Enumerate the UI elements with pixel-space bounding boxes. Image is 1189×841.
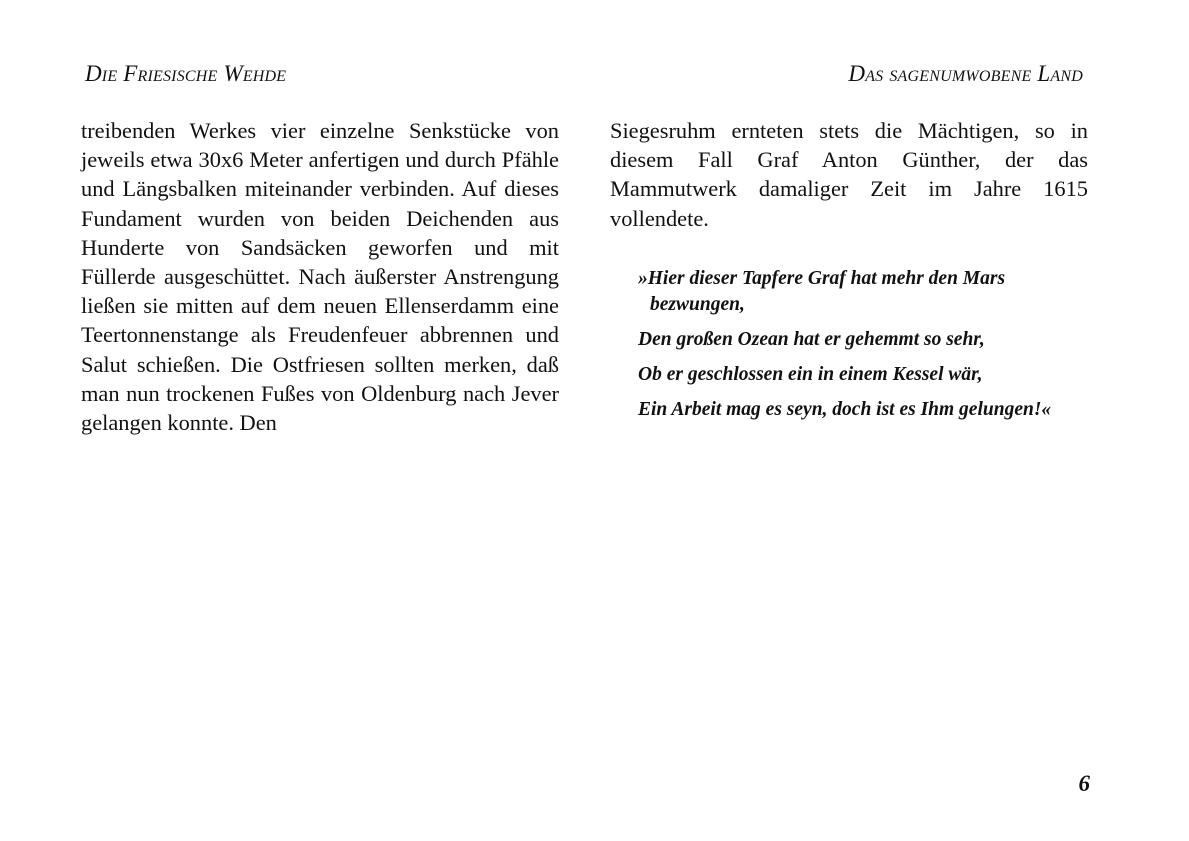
running-header-right: Das sagenumwobene Land (848, 61, 1083, 86)
running-header-left: Die Friesische Wehde (85, 61, 287, 86)
poem-line-3: Ob er geschlossen ein in einem Kessel wär, (638, 364, 983, 385)
poem-line-1: »Hier dieser Tapfere Graf hat mehr den Mars bezwungen, (638, 268, 1006, 315)
left-text-column (81, 116, 559, 437)
page-number: 6 (1078, 771, 1090, 796)
poem-quote (638, 266, 1088, 432)
right-column-paragraph: Siegesruhm ernteten stets die Mächtigen, so in diesem Fall Graf Anton Günther, der das Mammutwerk damaliger Zeit im Jahre 1615 vollendete. (610, 118, 1088, 231)
poem-line-4: Ein Arbeit mag es seyn, doch ist es Ihm gelungen!« (638, 399, 1052, 420)
right-text-column (610, 116, 1088, 233)
poem-line-2: Den großen Ozean hat er gehemmt so sehr, (638, 329, 985, 350)
left-column-paragraph: treibenden Werkes vier einzelne Senkstücke von jeweils etwa 30x6 Meter anfertigen und durch Pfähle und Längsbalken miteinander verbinden. Auf dieses Fundament wurden von beiden Deichenden aus Hunderte von Sandsäcken geworfen und mit Füllerde ausgeschüttet. Nach äußerster Anstrengung ließen sie mitten auf dem neuen Ellenserdamm eine Teertonnenstange als Freudenfeuer abbrennen und Salut schießen. Die Ostfriesen sollten merken, daß man nun trockenen Fußes von Oldenburg nach Jever gelangen konnte. Den (81, 118, 559, 436)
